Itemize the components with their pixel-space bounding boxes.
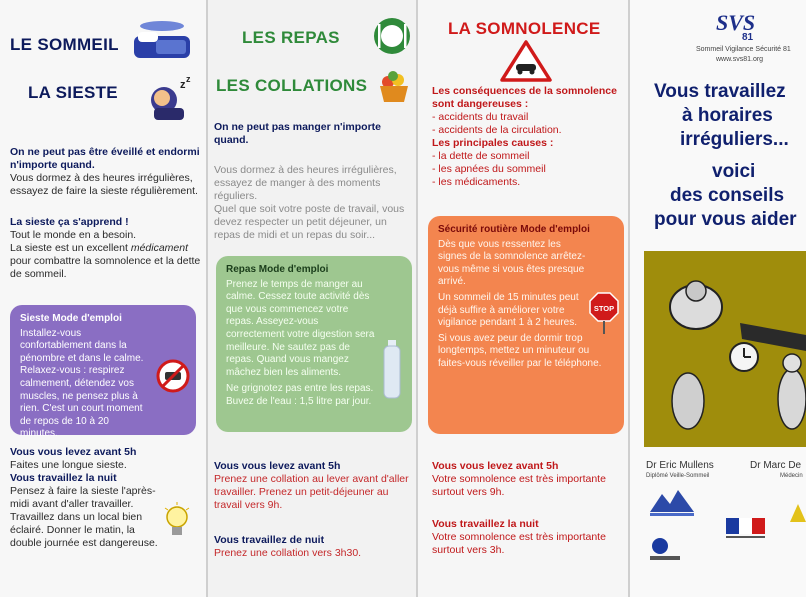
svg-text:z: z [186,74,191,84]
warning-car-sign-icon [500,40,552,82]
svg-text:z: z [180,79,186,91]
panel-cover [630,0,806,597]
title-sieste: LA SIESTE [28,83,118,102]
headline-5: des conseils [670,185,785,206]
headline-6: pour vous aider [654,209,797,230]
svg-text:SVS: SVS [716,10,756,35]
sieste-horaires: Vous vous levez avant 5h Faites une longue sieste. Vous travaillez la nuit Pensez à faire la sieste l'après-midi avant d'aller travailler. Travaillez dans un local bien éclairé. Donner le matin, la double journée est dangereuse. [10,446,158,549]
plate-cutlery-icon [372,16,412,56]
sieste-intro: On ne peut pas être éveillé et endormi n'importe quand. Vous dormez à des heures irrégulières, essayez de faire la sieste régulièrement. [10,146,200,197]
org-name: Sommeil Vigilance Sécurité 81 [696,46,791,53]
bed-icon [128,14,196,66]
author-2-title: Médecin [780,473,803,479]
securite-routiere-box: Sécurité routière Mode d'emploi Dès que vous ressentez les signes de la somnolence arrêtez-vous même si vous êtes presque arrivé. Un sommeil de 15 minutes peut déjà suffire à améliorer votre vigilance pendant 1 à 2 heures. Si vous avez peur de dormir trop longtemps, mettez un minuteur ou faites-vous réveiller par le téléphone. STOP [428,216,624,434]
headline-3: irréguliers... [680,129,789,150]
panel-sommeil [0,0,206,597]
author-1: Dr Eric Mullens [646,460,714,471]
author-1-title: Diplômé Veille-Sommeil [646,473,710,479]
no-noise-icon [156,359,190,393]
somnolence-consequences: Les conséquences de la somnolence sont dangereuses : - accidents du travail - accidents de la circulation. Les principales causes : - la dette de sommeil - les apnées du sommeil - les médicaments. [432,85,617,188]
water-bottle-icon [382,340,402,400]
night-worker-illustration [644,251,806,447]
sieste-apprend: La sieste ça s'apprend ! Tout le monde en a besoin. La sieste est un excellent médicament pour combattre la somnolence et la dette de sommeil. [10,216,201,280]
headline-4: voici [712,161,756,182]
title-repas: LES REPAS [242,28,340,47]
title-somnolence: LA SOMNOLENCE [448,19,601,38]
svg-text:STOP: STOP [593,304,615,313]
org-url: www.svs81.org [716,56,764,63]
author-2: Dr Marc De [750,460,802,471]
repas-nuit: Vous travaillez de nuit Prenez une collation vers 3h30. [214,534,362,559]
title-collations: LES COLLATIONS [216,76,368,95]
partner-logo-blue [648,534,688,564]
partner-logo-mountains [648,486,700,520]
stop-sign-icon [588,292,620,334]
title-sommeil: LE SOMMEIL [10,35,119,54]
republic-flag-logo [726,518,766,542]
headline-2: à horaires [682,105,773,126]
partner-logo-green [788,500,806,524]
repas-mode-emploi-box: Repas Mode d'emploi Prenez le temps de manger au calme. Cessez toute activité dès que vous commencez votre repas. Asseyez-vous correctement votre digestion sera meilleure. Ne sautez pas de repas. Quand vous mangez mâchez bien les aliments. Ne grignotez pas entre les repas. Buvez de l'eau : 1,5 litre par jour. [216,256,412,432]
headline-1: Vous travaillez [654,81,786,102]
repas-text: Vous dormez à des heures irrégulières, essayez de manger à des moments réguliers. Quel que soit votre poste de travail, vous devez respecter un petit déjeuner, un repas de midi et un repas du soir... [214,164,405,241]
fruit-basket-icon [376,68,412,106]
repas-intro: On ne peut pas manger n'importe quand. [214,121,382,146]
sleeping-person-icon [146,74,194,124]
somnolence-horaires: Vous vous levez avant 5h Votre somnolence est très importante surtout vers 9h. [432,460,606,498]
svs81-logo [712,6,756,46]
repas-horaires: Vous vous levez avant 5h Prenez une collation au lever avant d'aller travailler. Prenez un petit-déjeuner au travail vers 9h. [214,460,409,511]
panel-repas [208,0,416,597]
sieste-mode-emploi-box: Sieste Mode d'emploi Installez-vous confortablement dans la pénombre et dans le calme. Relaxez-vous : respirez calmement, détendez vos muscles, ne pensez plus à rien. C'est un court moment de repos de 10 à 20 minutes. [10,305,196,435]
somnolence-nuit: Vous travaillez la nuit Votre somnolence est très importante surtout vers 3h. [432,518,606,556]
svg-text:81: 81 [742,32,754,43]
lightbulb-icon [162,502,192,542]
panel-somnolence [418,0,628,597]
